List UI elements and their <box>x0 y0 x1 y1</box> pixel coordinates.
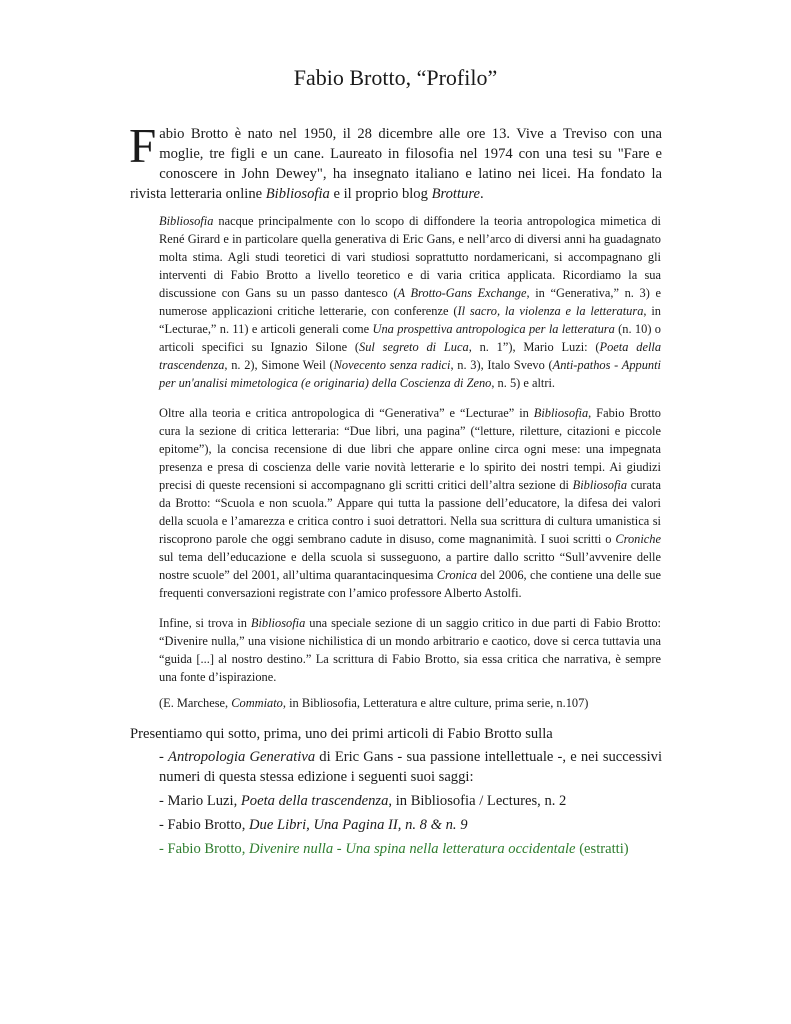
quote-paragraph-2 <box>159 404 661 602</box>
italic-run: Poeta della trascendenza <box>159 340 662 372</box>
italic-run: Bibliosofia <box>250 616 306 630</box>
intro-text-2: e il proprio blog <box>329 186 432 202</box>
intro-paragraph <box>129 118 662 204</box>
blog-title: Brotture <box>431 186 480 202</box>
text-run: Oltre alla teoria e critica antropologica di “Generativa” e “Lecturae” in <box>159 406 534 420</box>
italic-run: A Brotto-Gans Exchange, <box>397 286 530 300</box>
text-run: , in Bibliosofia, Letteratura e altre culture, prima serie, n.107) <box>282 696 589 710</box>
text-run: , n. 3), Italo Svevo ( <box>450 358 553 372</box>
text-run: nacque principalmente con lo scopo di diffondere la teoria antropologica mimetica di René Girard e in particolare quella generativa di Eric Gans, e nell’arco di diversi anni ha guadagnato molta stima. Agli studi teoretici di vari studiosi soprattutto nordamericani, si accompagnano gli interventi di Fabio Brotto a livello teoretico e di varia critica applicata. Ricordiamo la sua discussione con Gans su un passo dantesco ( <box>159 214 661 300</box>
text-run: in “Generativa,” n. 3) e numerose applicazioni critiche letterarie, con conferenze ( <box>159 286 662 318</box>
text-run: , in “Lecturae,” n. 11) e articoli generali come <box>159 304 661 336</box>
text-run: curata da Brotto: “Scuola e non scuola.” Appare qui tutta la passione dell’educatore, la difesa dei valori della scuola e l’amarezza e critica contro i suoi detrattori. Nella sua scrittura di cultura umanistica si riscoprono parole che oggi sembrano cadute in disuso, come magnanimità. I suoi scritti o <box>159 478 661 546</box>
italic-run: Novecento senza radici <box>333 358 451 372</box>
page-title: Fabio Brotto, “Profilo” <box>293 65 498 90</box>
italic-run[interactable]: Divenire nulla - Una spina nella letteratura occidentale <box>249 841 576 857</box>
italic-run: Due Libri, Una Pagina II, n. 8 & n. 9 <box>249 817 468 833</box>
text-run: (n. 10) o articoli specifici su Ignazio Silone ( <box>159 322 661 354</box>
quote-paragraph-3 <box>159 614 661 686</box>
quote-citation <box>159 694 661 712</box>
list-item-antropologia <box>130 747 662 787</box>
italic-run: Antropologia Generativa <box>168 749 316 765</box>
text-run[interactable]: (estratti) <box>575 841 629 857</box>
italic-run: Sul segreto di Luca <box>359 340 469 354</box>
list-item-due-libri <box>130 815 662 835</box>
italic-run: Commiato <box>231 696 283 710</box>
italic-run: Il sacro, la violenza e la letteratura <box>457 304 644 318</box>
text-run: , n. 5) e altri. <box>491 376 556 390</box>
text-run: (E. Marchese, <box>159 696 232 710</box>
text-run: Infine, si trova in <box>159 616 251 630</box>
italic-run: Cronica <box>436 568 477 582</box>
list-item-luzi <box>130 791 662 811</box>
text-run: , n. 1”), Mario Luzi: ( <box>468 340 600 354</box>
intro-text-3: . <box>479 186 484 202</box>
italic-run: Bibliosofia <box>572 478 628 492</box>
bibliosofia-title: Bibliosofia <box>265 186 330 202</box>
text-run: - Mario Luzi, <box>159 793 241 809</box>
drop-cap: F <box>129 118 157 173</box>
list-item-divenire-nulla-link[interactable] <box>130 839 662 859</box>
lead-sentence: Presentiamo qui sotto, prima, uno dei primi articoli di Fabio Brotto sulla <box>130 726 553 742</box>
quote-paragraph-1 <box>159 212 661 392</box>
italic-run: Croniche <box>615 532 661 546</box>
article-list-section <box>130 724 662 859</box>
text-run: , in Bibliosofia / Lectures, n. 2 <box>388 793 567 809</box>
text-run: - <box>159 749 169 765</box>
italic-run: Anti-pathos - Appunti per un'analisi mimetologica (e originaria) della Coscienza di Zeno <box>159 358 662 390</box>
italic-run: Poeta della trascendenza <box>240 793 389 809</box>
text-run: , Fabio Brotto cura la sezione di critica letteraria: “Due libri, una pagina” (“letture, riletture, citazioni e piccole epitome”), la concisa recensione di due libri che appare online circa ogni mese: una impegnata presenza e presa di coscienza delle varie novità letterarie e lo spirito dei nostri tempi. Ai giudizi precisi di queste recensioni si accompagnano gli scritti critici dell’altra sezione di <box>159 406 661 492</box>
italic-run: Una prospettiva antropologica per la letteratura <box>372 322 615 336</box>
text-run: sul tema dell’educazione e della scuola si susseguono, a partire dallo scritto “Sull’avvenire delle nostre scuole” del 2001, all’ultima quarantacinquesima <box>159 550 661 582</box>
italic-run: Bibliosofia <box>159 214 214 228</box>
text-run[interactable]: - Fabio Brotto, <box>159 841 249 857</box>
intro-text: abio Brotto è nato nel 1950, il 28 dicembre alle ore 13. Vive a Treviso con una moglie, tre figli e un cane. Laureato in filosofia nel 1974 con una tesi su "Fare e conoscere in John Dewey", ha insegnato italiano e latino nei licei. Ha fondato la rivista letteraria online <box>130 126 662 202</box>
text-run: - Fabio Brotto, <box>159 817 249 833</box>
text-run: del 2006, che contiene una delle sue frequenti conversazioni registrate con l’amico professore Alberto Astolfi. <box>159 568 661 600</box>
text-run: di Eric Gans - sua passione intellettuale -, e nei successivi numeri di questa stessa edizione i seguenti suoi saggi: <box>159 749 663 785</box>
text-run: , n. 2), Simone Weil ( <box>224 358 334 372</box>
text-run: una speciale sezione di un saggio critico in due parti di Fabio Brotto: “Divenire nulla,” una visione nichilistica di un mondo arbitrario e caotico, dove si cerca tuttavia una “guida [...] al nostro destino.” La scrittura di Fabio Brotto, sia essa critica che narrativa, è sempre una fonte d’ispirazione. <box>159 616 661 684</box>
block-quote <box>159 212 661 724</box>
italic-run: Bibliosofia <box>533 406 589 420</box>
